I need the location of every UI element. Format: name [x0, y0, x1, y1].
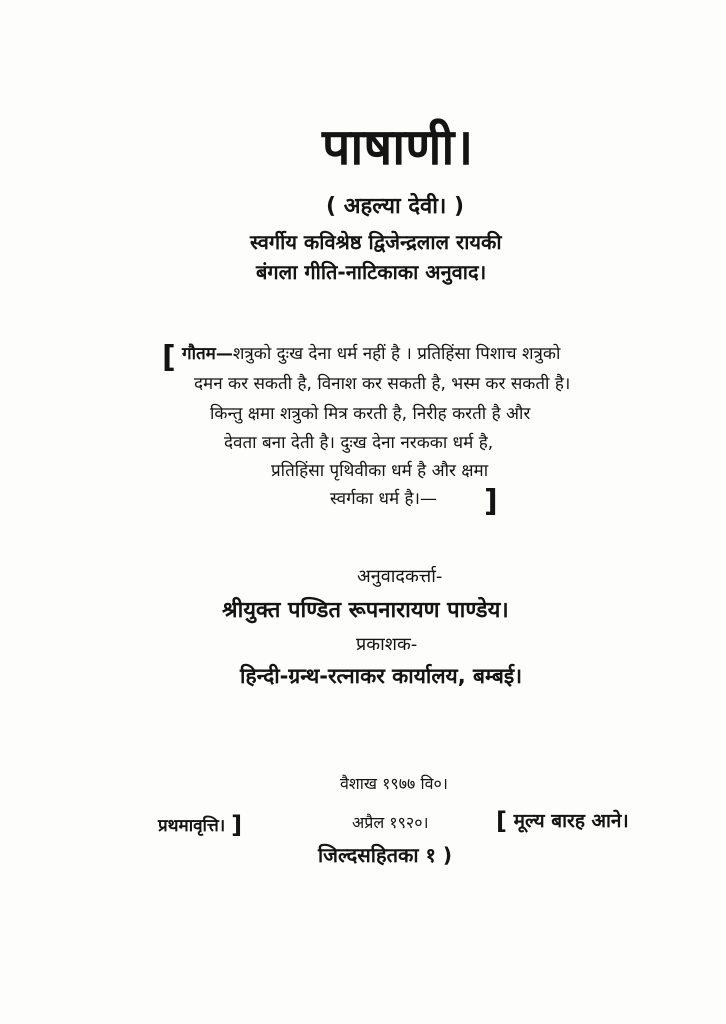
publisher-label: प्रकाशक- [356, 634, 418, 655]
date-gregorian: अप्रैल १९२०। [352, 813, 429, 832]
price-note [496, 809, 629, 833]
translator-name: श्रीयुक्त पण्डित रूपनारायण पाण्डेय। [222, 598, 509, 623]
description-line-1: स्वर्गीय कविश्रेष्ठ द्विजेन्द्रलाल रायकी [250, 230, 502, 254]
quote-line-3: किन्तु क्षमा शत्रुको मित्र करती है, निरीह करती है और [210, 404, 531, 424]
price-text: मूल्य बारह आने। [513, 810, 629, 832]
price-bracket: [ [496, 807, 507, 835]
publisher-name: हिन्दी-ग्रन्थ-रत्नाकर कार्यालय, बम्बई। [240, 664, 523, 688]
binding-price: जिल्दसहितका १ ) [318, 843, 452, 867]
quote-line-4: देवता बना देती है। दुःख देना नरकका धर्म है, [224, 433, 494, 453]
edition-note [158, 813, 242, 837]
book-title: पाषाणी। [322, 118, 474, 176]
quote-open-bracket: [ [162, 340, 176, 375]
quote-close-bracket: ] [484, 484, 498, 519]
quote-speaker: गौतम— [182, 344, 233, 364]
quote-line-5: प्रतिहिंसा पृथिवीका धर्म है और क्षमा [271, 461, 489, 481]
edition-bracket: ] [231, 811, 243, 839]
edition-text: प्रथमावृत्ति। [158, 816, 226, 836]
book-subtitle: ( अहल्या देवी। ) [326, 194, 465, 219]
quote-line-1-text: शत्रुको दुःख देना धर्म नहीं है । प्रतिहिंसा पिशाच शत्रुको [232, 344, 561, 364]
quote-line-6: स्वर्गका धर्म है।— [330, 489, 437, 509]
quote-line-1 [168, 346, 560, 363]
description-line-2: बंगला गीति-नाटिकाका अनुवाद। [256, 260, 487, 284]
translator-label: अनुवादकर्त्ता- [357, 566, 443, 587]
quote-line-2: दमन कर सकती है, विनाश कर सकती है, भस्म कर सकती है। [194, 374, 571, 394]
date-vikram: वैशाख १९७७ वि०। [340, 774, 448, 793]
